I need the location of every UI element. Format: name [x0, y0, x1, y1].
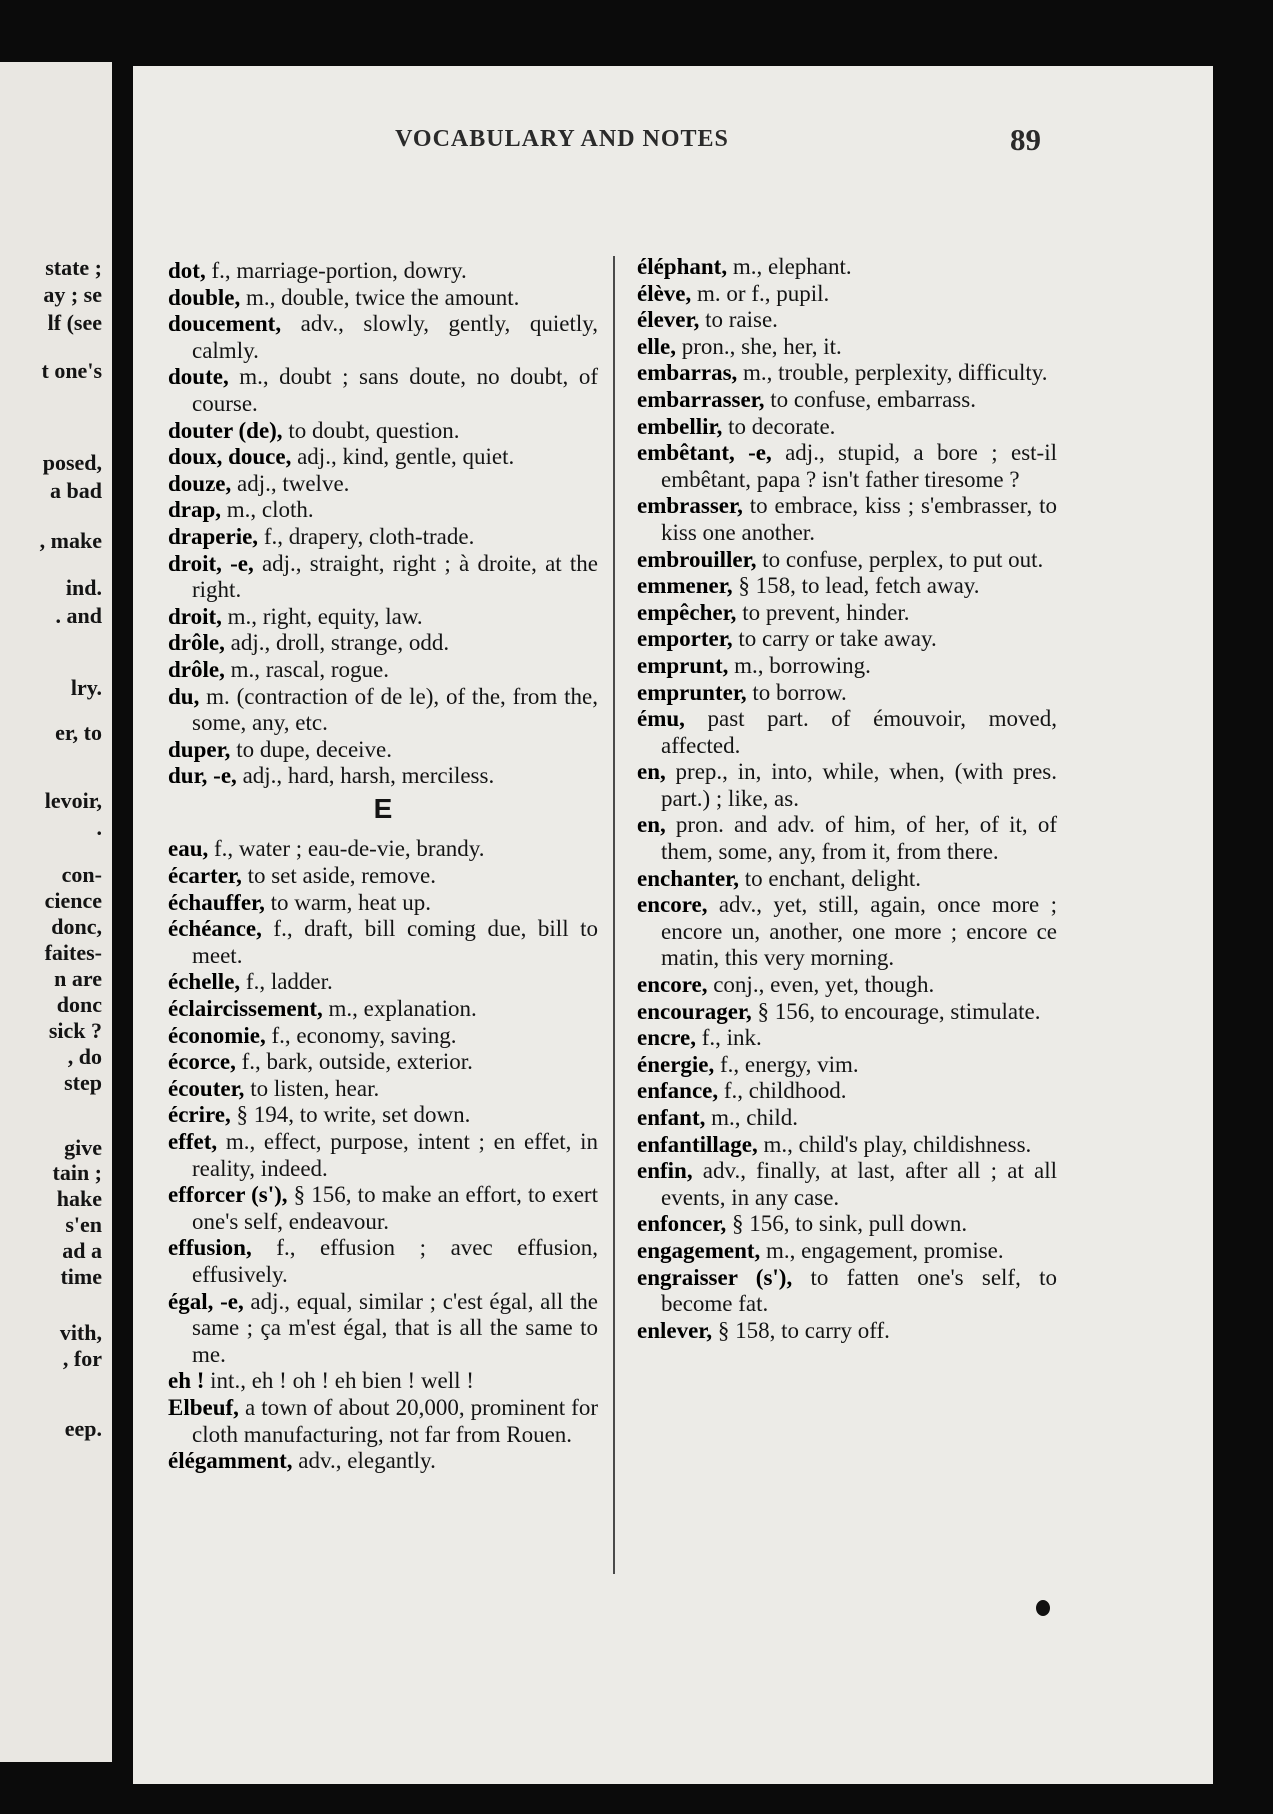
entry-headword: élève, [637, 280, 692, 306]
dictionary-entry [637, 892, 1057, 972]
entry-headword: double, [168, 284, 241, 310]
entry-headword: drôle, [168, 656, 225, 682]
entry-headword: embrouiller, [637, 546, 757, 572]
dictionary-entry [637, 1158, 1057, 1211]
entry-headword: en, [637, 812, 666, 838]
dictionary-entry [168, 1023, 598, 1050]
dictionary-entry [637, 573, 1057, 600]
dictionary-entry [637, 626, 1057, 653]
margin-fragment: give [64, 1135, 102, 1160]
entry-headword: Elbeuf, [168, 1394, 239, 1420]
margin-fragment: tain ; [52, 1160, 102, 1185]
entry-definition: adv., finally, at last, after all ; at all events, in any case. [661, 1158, 1057, 1210]
dictionary-entry [637, 1238, 1057, 1265]
entry-definition: m., elephant. [727, 254, 852, 279]
entry-definition: to raise. [699, 307, 778, 333]
dictionary-entry [168, 551, 598, 604]
entry-definition: to borrow. [746, 679, 847, 705]
entry-definition: to enchant, delight. [739, 865, 922, 891]
margin-fragment: s'en [65, 1212, 102, 1237]
margin-fragment: state ; [45, 255, 102, 280]
entry-headword: dur, -e, [168, 763, 237, 789]
entry-definition: adj., stupid, a bore ; est-il embêtant, papa ? isn't father tiresome ? [661, 440, 1057, 492]
entry-headword: éclaircissement, [168, 996, 323, 1022]
margin-fragment: . [96, 815, 102, 840]
page-number: 89 [1010, 122, 1041, 157]
entry-definition: adv., elegantly. [292, 1448, 436, 1474]
dictionary-entry [637, 334, 1057, 361]
entry-definition: f., water ; eau-de-vie, brandy. [208, 836, 485, 862]
dictionary-entry [637, 281, 1057, 308]
entry-definition: a town of about 20,000, prominent for cloth manufacturing, not far from Rouen. [192, 1394, 598, 1447]
entry-definition: int., eh ! oh ! eh bien ! well ! [204, 1368, 474, 1394]
margin-fragment: con- [61, 862, 102, 887]
entry-headword: échelle, [168, 969, 241, 995]
entry-headword: enfoncer, [637, 1211, 727, 1237]
margin-fragment: a bad [50, 478, 102, 503]
entry-headword: élever, [637, 307, 700, 333]
dictionary-entry [637, 307, 1057, 334]
entry-definition: m., double, twice the amount. [240, 284, 520, 310]
entry-headword: embarras, [637, 360, 738, 386]
dictionary-entry [168, 836, 598, 863]
entry-definition: to doubt, question. [282, 417, 460, 443]
dictionary-entry [637, 440, 1057, 493]
dictionary-entry [168, 1395, 598, 1448]
column-divider [613, 256, 615, 1574]
entry-headword: égal, -e, [168, 1288, 244, 1314]
entry-definition: m., child's play, childishness. [757, 1131, 1032, 1157]
entry-definition: f., economy, saving. [265, 1022, 457, 1048]
entry-definition: m. (contraction of de le), of the, from the, some, any, etc. [192, 683, 598, 736]
entry-definition: f., energy, vim. [714, 1051, 859, 1077]
entry-headword: éléphant, [637, 254, 728, 279]
entry-headword: draperie, [168, 523, 259, 549]
entry-headword: elle, [637, 333, 676, 359]
entry-headword: eh ! [168, 1368, 205, 1394]
margin-fragment: ay ; se [43, 282, 102, 307]
dictionary-entry [637, 653, 1057, 680]
entry-headword: drôle, [168, 630, 225, 656]
dictionary-entry [168, 1076, 598, 1103]
entry-definition: f., ladder. [240, 969, 333, 995]
entry-definition: m., effect, purpose, intent ; en effet, in reality, indeed. [192, 1129, 598, 1181]
dictionary-entry [168, 471, 598, 498]
entry-definition: f., draft, bill coming due, bill to meet. [192, 916, 598, 968]
entry-headword: du, [168, 683, 200, 709]
entry-headword: encore, [637, 892, 708, 918]
entry-headword: écarter, [168, 863, 242, 889]
entry-headword: encore, [637, 972, 708, 998]
dictionary-entry [168, 497, 598, 524]
entry-headword: droit, [168, 603, 222, 629]
entry-definition: pron., she, her, it. [675, 333, 842, 359]
entry-definition: to embrace, kiss ; s'embrasser, to kiss one another. [661, 493, 1057, 545]
entry-definition: § 156, to sink, pull down. [726, 1211, 968, 1237]
entry-headword: effet, [168, 1129, 218, 1154]
dictionary-entry [637, 972, 1057, 999]
entry-definition: prep., in, into, while, when, (with pres. part.) ; like, as. [661, 759, 1057, 811]
dictionary-entry [168, 657, 598, 684]
entry-definition: m., engagement, promise. [760, 1237, 1004, 1263]
margin-fragment: lry. [70, 675, 102, 700]
entry-headword: enfantillage, [637, 1131, 758, 1157]
entry-definition: m., child. [705, 1105, 799, 1130]
margin-fragment: ind. [65, 575, 102, 600]
margin-fragment: vith, [59, 1320, 102, 1345]
dictionary-entry [168, 969, 598, 996]
dictionary-entry [168, 1289, 598, 1369]
entry-headword: en, [637, 759, 666, 785]
facing-page-fragment [0, 62, 112, 1762]
dictionary-entry [168, 364, 598, 417]
margin-fragment: hake [56, 1186, 102, 1211]
dictionary-entry [637, 1318, 1057, 1345]
dictionary-entry [637, 547, 1057, 574]
entry-headword: dot, [168, 258, 206, 283]
entry-headword: engagement, [637, 1237, 761, 1263]
entry-headword: engraisser (s'), [637, 1264, 793, 1290]
left-column [168, 258, 598, 1475]
dictionary-entry [637, 493, 1057, 546]
entry-definition: m. or f., pupil. [691, 280, 830, 306]
entry-definition: to dupe, deceive. [230, 736, 393, 762]
dictionary-entry [168, 418, 598, 445]
margin-fragment: ad a [62, 1238, 102, 1263]
dictionary-entry [168, 863, 598, 890]
entry-definition: m., rascal, rogue. [224, 656, 389, 682]
dictionary-entry [168, 524, 598, 551]
entry-headword: écrire, [168, 1102, 231, 1128]
entry-definition: past part. of émouvoir, moved, affected. [661, 706, 1057, 758]
letter-heading-e: E [373, 792, 393, 824]
entry-definition: m., doubt ; sans doute, no doubt, of course. [192, 364, 598, 416]
margin-fragment: levoir, [44, 788, 102, 813]
dictionary-entry [637, 999, 1057, 1026]
dictionary-entry [168, 630, 598, 657]
entry-headword: emporter, [637, 626, 733, 652]
dictionary-entry [168, 1049, 598, 1076]
entry-headword: enfant, [637, 1105, 706, 1130]
margin-fragment: posed, [42, 450, 102, 475]
margin-fragment: , for [62, 1346, 102, 1371]
entry-definition: f., effusion ; avec effusion, effusively. [192, 1235, 598, 1287]
entry-headword: échéance, [168, 916, 262, 942]
entry-headword: écouter, [168, 1075, 245, 1101]
entry-definition: m., right, equity, law. [221, 603, 423, 629]
entry-definition: § 158, to lead, fetch away. [732, 573, 980, 599]
dictionary-entry [168, 604, 598, 631]
dictionary-entry [637, 360, 1057, 387]
entry-definition: to confuse, perplex, to put out. [756, 546, 1044, 572]
entry-definition: m., borrowing. [728, 652, 871, 678]
entry-definition: to decorate. [722, 413, 836, 439]
dictionary-entry [168, 311, 598, 364]
dictionary-entry [168, 763, 598, 790]
dictionary-entry [637, 812, 1057, 865]
margin-fragment: faites- [44, 940, 102, 965]
entry-headword: doute, [168, 364, 229, 390]
entry-definition: pron. and adv. of him, of her, of it, of them, some, any, from it, from there. [661, 812, 1057, 865]
entry-headword: drap, [168, 497, 222, 523]
margin-fragment: time [60, 1264, 102, 1289]
dictionary-entry [637, 1132, 1057, 1159]
margin-fragment: n are [54, 966, 102, 991]
dictionary-entry [168, 285, 598, 312]
entry-headword: économie, [168, 1022, 266, 1048]
dictionary-entry [168, 684, 598, 737]
entry-headword: énergie, [637, 1051, 715, 1077]
entry-headword: effusion, [168, 1235, 252, 1261]
entry-definition: adj., straight, right ; à droite, at the right. [192, 550, 598, 603]
entry-headword: enchanter, [637, 865, 740, 891]
dictionary-entry [168, 890, 598, 917]
margin-fragment: donc, [51, 914, 102, 939]
right-column [637, 254, 1057, 1344]
entry-definition: adj., hard, harsh, merciless. [236, 763, 495, 789]
dictionary-entry [637, 706, 1057, 759]
dictionary-entry [637, 1078, 1057, 1105]
dictionary-entry [637, 1025, 1057, 1052]
entries-e [168, 836, 598, 1474]
entry-definition: adj., twelve. [231, 470, 350, 496]
entry-definition: to fatten one's self, to become fat. [661, 1264, 1057, 1317]
dictionary-entry [637, 1052, 1057, 1079]
entry-definition: f., bark, outside, exterior. [235, 1049, 473, 1075]
entry-definition: f., ink. [695, 1025, 762, 1051]
dictionary-entry [168, 1102, 598, 1129]
entry-headword: ému, [637, 706, 685, 732]
dictionary-entry [168, 737, 598, 764]
dictionary-entry [637, 1105, 1057, 1132]
entry-headword: élégamment, [168, 1448, 293, 1474]
margin-fragment: , make [39, 528, 102, 553]
entry-headword: empêcher, [637, 599, 737, 625]
entry-headword: douze, [168, 470, 232, 496]
entry-headword: efforcer (s'), [168, 1182, 288, 1208]
margin-fragment: eep. [64, 1416, 102, 1441]
dictionary-entry [168, 1129, 598, 1182]
entry-headword: enfance, [637, 1078, 719, 1104]
entry-definition: to prevent, hinder. [736, 599, 910, 625]
dictionary-entry [168, 1448, 598, 1475]
dictionary-entry [168, 1182, 598, 1235]
entry-definition: to set aside, remove. [241, 863, 437, 889]
dictionary-entry [168, 258, 598, 285]
entry-headword: emprunter, [637, 679, 747, 705]
entry-definition: f., marriage-portion, dowry. [205, 258, 467, 283]
margin-fragment: cience [44, 888, 102, 913]
entry-definition: § 156, to encourage, stimulate. [751, 998, 1041, 1024]
dictionary-entry [168, 916, 598, 969]
entry-definition: adj., equal, similar ; c'est égal, all the same ; ça m'est égal, that is all the same to me. [192, 1288, 598, 1367]
margin-fragment: lf (see [47, 310, 102, 335]
entry-headword: embellir, [637, 413, 723, 439]
margin-fragment: step [64, 1070, 102, 1095]
dictionary-entry [168, 1368, 598, 1395]
margin-fragment: , do [67, 1044, 102, 1069]
entry-headword: doux, douce, [168, 444, 292, 470]
entry-definition: m., cloth. [221, 497, 314, 523]
entry-headword: duper, [168, 736, 231, 762]
dictionary-entry [168, 996, 598, 1023]
entry-definition: § 156, to make an effort, to exert one's self, endeavour. [192, 1182, 598, 1234]
ink-spot [1036, 1600, 1050, 1616]
entry-definition: adj., droll, strange, odd. [224, 630, 450, 656]
entry-definition: m., trouble, perplexity, difficulty. [737, 360, 1048, 386]
margin-fragment: . and [55, 603, 102, 628]
entries-e-continued [637, 254, 1057, 1344]
entry-definition: adv., slowly, gently, quietly, calmly. [192, 311, 598, 363]
entry-definition: f., childhood. [718, 1078, 847, 1104]
dictionary-entry [637, 600, 1057, 627]
dictionary-entry [168, 1235, 598, 1288]
margin-fragment: er, to [55, 720, 102, 745]
entry-definition: adv., yet, still, again, once more ; encore un, another, one more ; encore ce matin, this very morning. [661, 892, 1057, 971]
entry-headword: emmener, [637, 573, 733, 599]
entry-definition: to listen, hear. [244, 1075, 380, 1101]
entry-headword: enfin, [637, 1158, 693, 1184]
entry-headword: écorce, [168, 1049, 236, 1075]
dictionary-entry [637, 680, 1057, 707]
margin-fragment: sick ? [48, 1018, 102, 1043]
entry-definition: conj., even, yet, though. [707, 972, 935, 998]
entry-headword: douter (de), [168, 417, 283, 443]
dictionary-entry [637, 254, 1057, 281]
margin-fragment: t one's [41, 358, 102, 383]
margin-fragment: donc [56, 992, 102, 1017]
entry-headword: emprunt, [637, 652, 729, 678]
entry-headword: encre, [637, 1025, 696, 1051]
entry-headword: doucement, [168, 311, 282, 337]
dictionary-entry [637, 1265, 1057, 1318]
dictionary-entry [637, 866, 1057, 893]
entry-definition: f., drapery, cloth-trade. [258, 523, 475, 549]
dictionary-entry [637, 759, 1057, 812]
entry-definition: § 194, to write, set down. [230, 1102, 471, 1128]
entries-d [168, 258, 598, 790]
entry-headword: embêtant, -e, [637, 440, 772, 466]
entry-headword: embrasser, [637, 493, 743, 519]
entry-definition: to carry or take away. [732, 626, 937, 652]
entry-definition: to warm, heat up. [264, 889, 431, 915]
entry-headword: droit, -e, [168, 550, 254, 576]
entry-headword: embarrasser, [637, 386, 765, 412]
entry-definition: m., explanation. [322, 996, 477, 1022]
entry-headword: eau, [168, 836, 209, 862]
dictionary-entry [168, 444, 598, 471]
entry-headword: échauffer, [168, 889, 265, 915]
dictionary-entry [637, 414, 1057, 441]
entry-definition: to confuse, embarrass. [764, 386, 976, 412]
dictionary-entry [637, 1211, 1057, 1238]
dictionary-entry [637, 387, 1057, 414]
entry-definition: adj., kind, gentle, quiet. [291, 444, 515, 470]
entry-definition: § 158, to carry off. [712, 1317, 890, 1343]
entry-headword: encourager, [637, 998, 752, 1024]
entry-headword: enlever, [637, 1317, 713, 1343]
running-header: VOCABULARY AND NOTES [395, 126, 729, 152]
